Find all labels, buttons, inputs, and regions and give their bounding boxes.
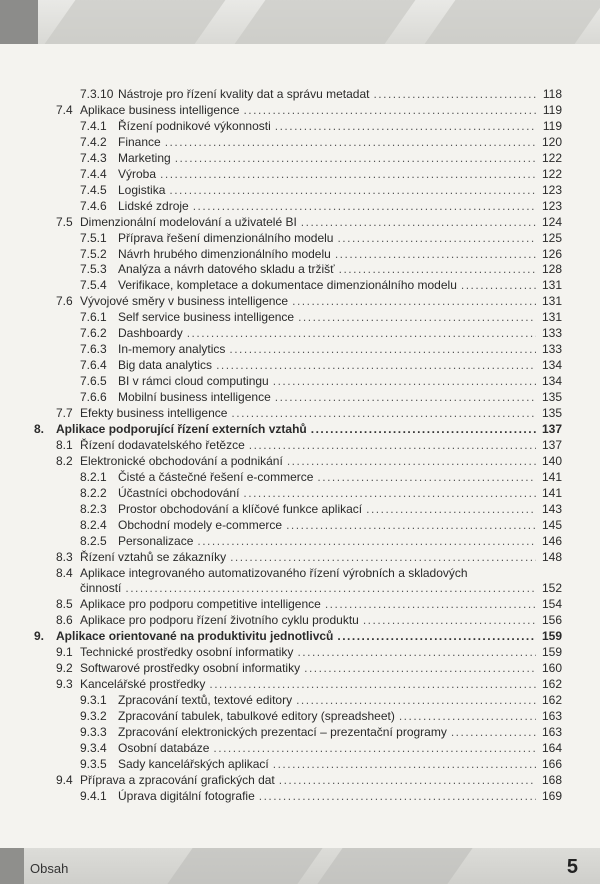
toc-entry-row — [0, 405, 600, 421]
toc-entry-row — [0, 724, 600, 740]
toc-leader-dots — [259, 788, 536, 804]
toc-entry-number: 7.6.3 — [80, 342, 107, 357]
toc-entry-page: 164 — [541, 740, 562, 755]
toc-entry-number: 8.1 — [56, 437, 73, 452]
toc-chapter-row — [0, 421, 600, 437]
footer-section-label: Obsah — [30, 861, 69, 876]
toc-entry-number: 9.3.2 — [80, 709, 107, 724]
toc-entry-page: 118 — [542, 87, 562, 101]
toc-entry-row — [0, 453, 600, 469]
toc-leader-dots — [337, 628, 536, 644]
toc-entry-title: Aplikace orientované na produktivitu jednotlivců — [56, 629, 334, 644]
toc-entry-page: 163 — [541, 725, 562, 739]
toc-entry-row — [0, 501, 600, 517]
toc-entry-title: Efekty business intelligence — [80, 406, 228, 420]
toc-entry-title: Elektronické obchodování a podnikání — [80, 453, 283, 468]
toc-entry-title: Příprava řešení dimenzionálního modelu — [118, 230, 334, 245]
toc-leader-dots — [297, 644, 536, 660]
toc-entry-row — [0, 261, 600, 277]
toc-entry-title: Marketing — [118, 150, 171, 165]
toc-leader-dots — [231, 405, 536, 421]
toc-leader-dots — [197, 533, 536, 549]
toc-entry-row — [0, 373, 600, 389]
toc-entry-number: 7.4.1 — [80, 118, 107, 133]
toc-entry-page: 162 — [541, 677, 562, 692]
toc-entry-number: 8.3 — [56, 549, 73, 564]
toc-entry-title: Big data analytics — [118, 358, 213, 373]
toc-entry-row — [0, 214, 600, 230]
toc-entry-page: 133 — [541, 326, 562, 341]
toc-leader-dots — [187, 325, 536, 341]
toc-entry-row — [0, 86, 600, 102]
toc-entry-row — [0, 166, 600, 182]
toc-entry-number: 7.6.5 — [80, 374, 107, 389]
toc-entry-page: 162 — [541, 693, 562, 708]
toc-entry-number: 7.5.2 — [80, 246, 107, 261]
toc-entry-title-continuation: činností — [80, 581, 122, 596]
toc-leader-dots — [317, 469, 536, 485]
footer-stripe — [167, 848, 322, 884]
toc-leader-dots — [339, 261, 536, 277]
toc-leader-dots — [296, 692, 536, 708]
toc-entry-row — [0, 357, 600, 373]
toc-leader-dots — [175, 150, 536, 166]
toc-entry-title: Aplikace podporující řízení externích vztahů — [56, 421, 307, 436]
toc-leader-dots — [249, 437, 536, 453]
footer-stripe — [317, 848, 472, 884]
toc-entry-page: 119 — [542, 118, 562, 133]
toc-entry-title: Prostor obchodování a klíčové funkce aplikací — [118, 501, 363, 516]
toc-entry-row — [0, 246, 600, 262]
toc-entry-row — [0, 740, 600, 756]
toc-entry-number: 7.4 — [56, 102, 73, 117]
toc-leader-dots — [301, 214, 536, 230]
toc-entry-page: 122 — [541, 150, 562, 165]
toc-entry-title: Vývojové směry v business intelligence — [80, 294, 289, 309]
toc-leader-dots — [169, 182, 536, 198]
toc-entry-row — [0, 150, 600, 166]
toc-entry-title: Finance — [118, 134, 161, 149]
toc-leader-dots — [273, 756, 536, 772]
toc-leader-dots — [451, 724, 536, 740]
toc-entry-page: 126 — [541, 246, 562, 261]
toc-leader-dots — [243, 485, 536, 501]
toc-entry-number: 8. — [34, 421, 45, 436]
toc-entry-row — [0, 389, 600, 405]
toc-entry-title: Sady kancelářských aplikací — [118, 756, 269, 771]
toc-entry-row — [0, 102, 600, 118]
toc-entry-page: 131 — [541, 310, 562, 325]
toc-entry-row — [0, 325, 600, 341]
toc-entry-row — [0, 437, 600, 453]
toc-entry-number: 9.3.5 — [80, 756, 107, 771]
toc-leader-dots — [275, 118, 536, 134]
toc-entry-page: 134 — [541, 358, 562, 373]
toc-entry-number: 7.5.3 — [80, 262, 107, 277]
toc-entry-page: 141 — [541, 469, 562, 484]
header-accent-block — [0, 0, 38, 44]
toc-entry-title: Dimenzionální modelování a uživatelé BI — [80, 214, 297, 229]
toc-entry-number: 8.2 — [56, 453, 73, 468]
toc-entry-page: 120 — [541, 134, 562, 149]
toc-leader-dots — [229, 341, 536, 357]
toc-entry-title: Aplikace integrovaného automatizovaného řízení výrobních a skladových — [80, 565, 468, 580]
page-number: 5 — [566, 856, 578, 878]
toc-entry-row — [0, 533, 600, 549]
toc-entry-row — [0, 134, 600, 150]
toc-entry-page: 134 — [541, 374, 562, 389]
toc-leader-dots — [165, 134, 536, 150]
page-header-band — [0, 0, 600, 44]
toc-entry-title: Technické prostředky osobní informatiky — [80, 645, 294, 660]
toc-entry-number: 7.5.4 — [80, 278, 107, 293]
toc-entry-number: 7.4.2 — [80, 134, 107, 149]
toc-entry-title: BI v rámci cloud computingu — [118, 374, 269, 389]
toc-entry-row — [0, 565, 600, 581]
page-footer-band — [0, 848, 600, 884]
toc-entry-number: 8.2.5 — [80, 533, 107, 548]
toc-entry-page: 159 — [541, 645, 562, 660]
toc-entry-number: 8.2.4 — [80, 517, 107, 532]
toc-leader-dots — [193, 198, 536, 214]
toc-entry-number: 7.6.2 — [80, 326, 107, 341]
toc-leader-dots — [311, 421, 536, 437]
toc-entry-title: Zpracování elektronických prezentací – prezentační programy — [118, 725, 447, 739]
toc-entry-row — [0, 198, 600, 214]
toc-entry-page: 131 — [541, 278, 562, 293]
toc-leader-dots — [243, 102, 536, 118]
toc-entry-title: Řízení dodavatelského řetězce — [80, 437, 245, 452]
toc-entry-row — [0, 182, 600, 198]
toc-entry-page: 169 — [541, 788, 562, 803]
toc-entry-title: Aplikace pro podporu competitive intelligence — [80, 597, 321, 612]
toc-leader-dots — [125, 580, 536, 596]
toc-entry-title: Self service business intelligence — [118, 310, 295, 325]
toc-entry-number: 7.7 — [56, 406, 73, 420]
toc-entry-title: Výroba — [118, 166, 157, 181]
toc-entry-title: Mobilní business intelligence — [118, 390, 271, 405]
toc-entry-number: 9.3.4 — [80, 740, 107, 755]
toc-entry-row — [0, 644, 600, 660]
toc-entry-title: Nástroje pro řízení kvality dat a správu metadat — [118, 87, 370, 101]
toc-entry-title: Řízení podnikové výkonnosti — [118, 118, 271, 133]
toc-leader-dots — [363, 612, 536, 628]
toc-entry-row — [0, 485, 600, 501]
toc-entry-title: Kancelářské prostředky — [80, 677, 206, 692]
toc-entry-row — [0, 660, 600, 676]
toc-entry-number: 8.4 — [56, 565, 73, 580]
toc-leader-dots — [304, 660, 536, 676]
toc-entry-row — [0, 230, 600, 246]
toc-entry-title: Řízení vztahů se zákazníky — [80, 549, 227, 564]
toc-leader-dots — [298, 309, 536, 325]
toc-entry-title: Účastníci obchodování — [118, 485, 240, 500]
toc-entry-number: 8.2.3 — [80, 501, 107, 516]
toc-entry-title: Aplikace pro podporu řízení životního cyklu produktu — [80, 613, 359, 628]
toc-entry-row — [0, 277, 600, 293]
toc-leader-dots — [287, 453, 536, 469]
toc-entry-page: 123 — [541, 182, 562, 197]
header-stripe — [425, 0, 600, 44]
toc-entry-page: 135 — [541, 406, 562, 420]
toc-entry-page: 128 — [541, 262, 562, 277]
toc-leader-dots — [335, 246, 536, 262]
toc-leader-dots — [461, 277, 536, 293]
toc-entry-row — [0, 596, 600, 612]
toc-entry-number: 7.3.10 — [80, 87, 114, 101]
toc-entry-row — [0, 708, 600, 724]
toc-entry-title: Lidské zdroje — [118, 198, 189, 213]
toc-entry-row — [0, 788, 600, 804]
toc-entry-row — [0, 517, 600, 533]
toc-entry-page: 145 — [541, 517, 562, 532]
toc-entry-row — [0, 341, 600, 357]
toc-leader-dots — [216, 357, 536, 373]
toc-entry-page: 166 — [541, 756, 562, 771]
toc-entry-title: Dashboardy — [118, 326, 183, 341]
toc-entry-page: 141 — [541, 485, 562, 500]
toc-leader-dots — [325, 596, 536, 612]
toc-leader-dots — [230, 549, 536, 565]
toc-entry-number: 9.3 — [56, 677, 73, 692]
toc-leader-dots — [160, 166, 536, 182]
toc-leader-dots — [399, 708, 536, 724]
toc-entry-row — [0, 118, 600, 134]
toc-entry-page: 135 — [541, 390, 562, 405]
toc-entry-title: Softwarové prostředky osobní informatiky — [80, 661, 301, 676]
toc-entry-row — [0, 612, 600, 628]
toc-entry-page: 146 — [541, 533, 562, 548]
toc-leader-dots — [292, 293, 536, 309]
toc-entry-number: 7.6.1 — [80, 310, 107, 325]
toc-entry-page: 160 — [541, 661, 562, 676]
toc-entry-number: 9.3.1 — [80, 693, 107, 708]
footer-accent-block — [0, 848, 24, 884]
toc-entry-page: 137 — [541, 437, 562, 452]
toc-leader-dots — [213, 740, 536, 756]
toc-entry-number: 7.4.3 — [80, 150, 107, 165]
toc-entry-page: 154 — [541, 597, 562, 612]
toc-entry-number: 7.6.6 — [80, 390, 107, 405]
toc-entry-page: 123 — [541, 198, 562, 213]
toc-leader-dots — [279, 772, 536, 788]
toc-entry-number: 8.6 — [56, 613, 73, 628]
toc-chapter-row — [0, 628, 600, 644]
toc-entry-page: 163 — [541, 709, 562, 724]
toc-leader-dots — [373, 86, 536, 102]
toc-leader-dots — [209, 676, 536, 692]
toc-entry-row — [0, 549, 600, 565]
toc-entry-row — [0, 676, 600, 692]
toc-entry-page: 137 — [541, 421, 562, 436]
toc-entry-continuation-row — [0, 580, 600, 596]
toc-entry-number: 9.2 — [56, 661, 73, 676]
toc-entry-page: 140 — [541, 453, 562, 468]
toc-entry-number: 7.6.4 — [80, 358, 107, 373]
toc-entry-number: 8.5 — [56, 597, 73, 612]
toc-entry-title: In-memory analytics — [118, 342, 226, 357]
toc-entry-number: 7.5.1 — [80, 230, 107, 245]
toc-entry-title: Zpracování textů, textové editory — [118, 693, 293, 708]
toc-entry-row — [0, 309, 600, 325]
toc-entry-number: 8.2.1 — [80, 469, 107, 484]
toc-entry-page: 168 — [541, 772, 562, 787]
toc-entry-title: Zpracování tabulek, tabulkové editory (spreadsheet) — [118, 709, 395, 724]
toc-entry-row — [0, 469, 600, 485]
toc-entry-title: Logistika — [118, 182, 166, 197]
toc-entry-title: Čisté a částečné řešení e-commerce — [118, 469, 314, 484]
toc-entry-page: 148 — [541, 549, 562, 564]
toc-entry-title: Verifikace, kompletace a dokumentace dimenzionálního modelu — [118, 278, 457, 293]
toc-leader-dots — [337, 230, 536, 246]
toc-entry-title: Personalizace — [118, 533, 194, 548]
toc-entry-number: 7.4.4 — [80, 166, 107, 181]
toc-entry-number: 7.6 — [56, 294, 73, 309]
header-stripe — [45, 0, 226, 44]
toc-entry-row — [0, 756, 600, 772]
toc-entry-title: Úprava digitální fotografie — [118, 788, 255, 803]
toc-entry-number: 7.4.6 — [80, 198, 107, 213]
toc-entry-row — [0, 772, 600, 788]
header-stripe — [235, 0, 416, 44]
toc-entry-number: 9.4 — [56, 772, 73, 787]
toc-entry-page: 119 — [542, 102, 562, 117]
toc-entry-title: Aplikace business intelligence — [80, 102, 240, 117]
toc-entry-page: 124 — [541, 214, 562, 229]
toc-entry-title: Analýza a návrh datového skladu a tržišť — [118, 262, 335, 277]
toc-entry-page: 125 — [541, 230, 562, 245]
toc-leader-dots — [286, 517, 536, 533]
toc-entry-title: Obchodní modely e-commerce — [118, 517, 283, 532]
toc-entry-page: 143 — [541, 501, 562, 516]
toc-leader-dots — [273, 373, 536, 389]
toc-entry-number: 9.4.1 — [80, 788, 107, 803]
toc-entry-title: Příprava a zpracování grafických dat — [80, 772, 275, 787]
toc-entry-row — [0, 293, 600, 309]
toc-leader-dots — [275, 389, 536, 405]
toc-entry-number: 9.1 — [56, 645, 73, 660]
toc-entry-page: 156 — [541, 613, 562, 628]
toc-entry-number: 7.4.5 — [80, 182, 107, 197]
toc-entry-number: 9.3.3 — [80, 725, 107, 739]
toc-leader-dots — [366, 501, 536, 517]
toc-entry-number: 8.2.2 — [80, 485, 107, 500]
toc-entry-page: 152 — [541, 581, 562, 596]
toc-entry-title: Návrh hrubého dimenzionálního modelu — [118, 246, 331, 261]
toc-entry-row — [0, 692, 600, 708]
toc-entry-page: 122 — [541, 166, 562, 181]
toc-entry-title: Osobní databáze — [118, 740, 210, 755]
toc-entry-page: 159 — [541, 629, 562, 644]
toc-entry-page: 133 — [541, 342, 562, 357]
toc-entry-number: 7.5 — [56, 214, 73, 229]
toc-entry-number: 9. — [34, 629, 45, 644]
toc-entry-page: 131 — [541, 294, 562, 309]
